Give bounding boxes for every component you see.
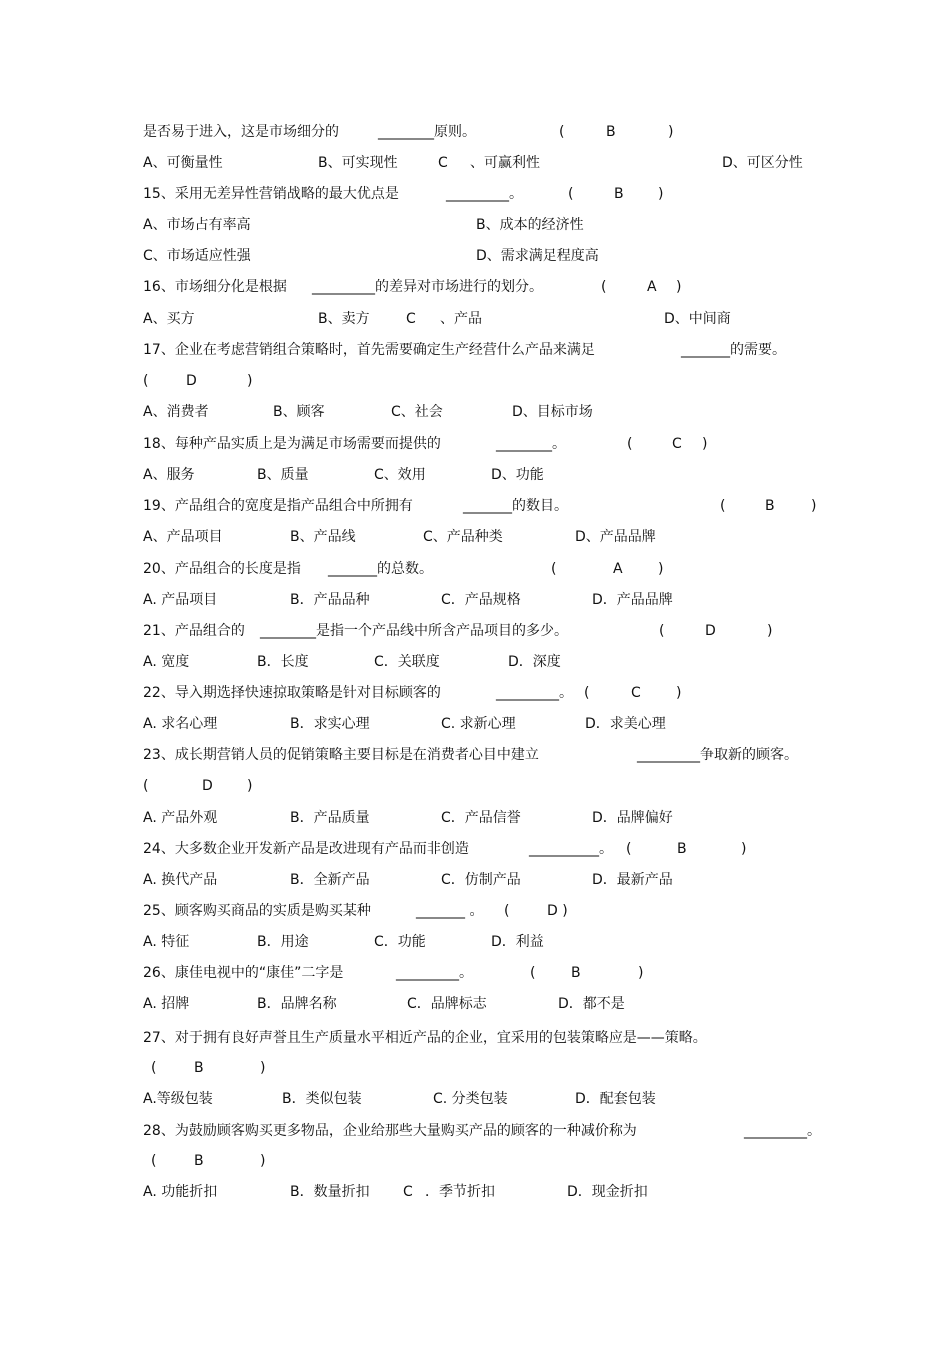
answer-open-paren: ( [559, 124, 565, 140]
question-text: 19、产品组合的宽度是指产品组合中所拥有 [143, 498, 413, 514]
question-27-options [0, 1088, 950, 1110]
question-15-options-row2 [0, 245, 950, 267]
question-26-options [0, 993, 950, 1015]
answer-letter: D [202, 778, 213, 794]
option-a: A、消费者 [143, 404, 209, 420]
answer-open-paren: ( [659, 623, 665, 639]
answer-letter: B [571, 965, 581, 981]
answer-open-paren: ( [151, 1153, 157, 1169]
question-14-stem [0, 121, 950, 143]
answer-close-paren: ) [247, 373, 253, 389]
answer-letter: C [631, 685, 641, 701]
answer-close-paren: ) [767, 623, 773, 639]
option-a: A、可衡量性 [143, 155, 223, 171]
option-b: B．求实心理 [290, 716, 370, 732]
answer-letter: D [186, 373, 197, 389]
answer-open-paren: ( [143, 778, 149, 794]
answer-close-paren: ) [811, 498, 817, 514]
question-blank: _________。 [744, 1123, 821, 1139]
question-17-options [0, 401, 950, 423]
question-20-stem [0, 558, 950, 580]
option-d: D、功能 [491, 467, 544, 483]
question-23-options [0, 807, 950, 829]
option-b: B．产品质量 [290, 810, 370, 826]
option-d: D、可区分性 [722, 155, 803, 171]
answer-letter: A [613, 561, 623, 577]
option-c: C、产品种类 [423, 529, 503, 545]
option-c-letter: C [403, 1184, 413, 1200]
option-b: B、成本的经济性 [476, 217, 584, 233]
option-a: A.等级包装 [143, 1091, 213, 1107]
option-c: C. 分类包装 [433, 1091, 508, 1107]
answer-close-paren: ) [260, 1060, 266, 1076]
question-blank: ________。 [496, 436, 566, 452]
option-c-letter: C [406, 311, 416, 327]
option-a: A、产品项目 [143, 529, 223, 545]
answer-close-paren: ) [658, 186, 664, 202]
question-blank: _________的差异对市场进行的划分。 [312, 279, 543, 295]
question-blank: __________。 [529, 841, 613, 857]
question-text: 22、导入期选择快速掠取策略是针对目标顾客的 [143, 685, 441, 701]
option-d: D．都不是 [558, 996, 625, 1012]
question-15-stem [0, 183, 950, 205]
question-27-answer [0, 1057, 950, 1079]
answer-close-paren: ) [668, 124, 674, 140]
option-c: C．功能 [374, 934, 426, 950]
option-b: B、顾客 [273, 404, 325, 420]
option-a: A、服务 [143, 467, 195, 483]
option-c: 、产品 [440, 311, 482, 327]
question-25-stem [0, 900, 950, 922]
option-a: A. 功能折扣 [143, 1184, 218, 1200]
question-text: 28、为鼓励顾客购买更多物品，企业给那些大量购买产品的顾客的一种减价称为 [143, 1123, 637, 1139]
question-18-stem [0, 433, 950, 455]
question-28-options [0, 1181, 950, 1203]
option-a: A. 特征 [143, 934, 190, 950]
question-text: 16、市场细分化是根据 [143, 279, 287, 295]
question-text: 24、大多数企业开发新产品是改进现有产品而非创造 [143, 841, 469, 857]
option-b: B．类似包装 [282, 1091, 362, 1107]
answer-letter: B [194, 1060, 204, 1076]
option-a: A. 宽度 [143, 654, 190, 670]
question-22-options [0, 713, 950, 735]
answer-open-paren: ( [143, 373, 149, 389]
question-22-stem [0, 682, 950, 704]
option-b: B、可实现性 [318, 155, 398, 171]
question-15-options-row1 [0, 214, 950, 236]
answer-letter: D [705, 623, 716, 639]
option-c: C．仿制产品 [441, 872, 521, 888]
question-20-options [0, 589, 950, 611]
option-d: D．现金折扣 [567, 1184, 648, 1200]
answer-close-paren: ) [260, 1153, 266, 1169]
question-18-options [0, 464, 950, 486]
option-d: D、中间商 [664, 311, 731, 327]
option-d: D．深度 [508, 654, 561, 670]
question-14-options [0, 152, 950, 174]
question-blank: ________是指一个产品线中所含产品项目的多少。 [260, 623, 568, 639]
question-text: 18、每种产品实质上是为满足市场需要而提供的 [143, 436, 441, 452]
option-b: B．用途 [257, 934, 309, 950]
answer-close-paren: ) [702, 436, 708, 452]
option-b: B、卖方 [318, 311, 370, 327]
answer-letter: D ) [547, 903, 568, 919]
answer-letter: C [672, 436, 682, 452]
question-blank: _______的需要。 [681, 342, 786, 358]
answer-close-paren: ) [676, 279, 682, 295]
answer-close-paren: ) [638, 965, 644, 981]
question-blank: _______的总数。 [328, 561, 433, 577]
option-a: A. 换代产品 [143, 872, 218, 888]
option-b: B．全新产品 [290, 872, 370, 888]
answer-close-paren: ) [658, 561, 664, 577]
answer-letter: A [647, 279, 657, 295]
question-blank: _______ 。 [416, 903, 484, 919]
answer-letter: B [765, 498, 775, 514]
option-d: D．产品品牌 [592, 592, 673, 608]
option-c: C、效用 [374, 467, 426, 483]
answer-open-paren: ( [720, 498, 726, 514]
option-a: A. 求名心理 [143, 716, 218, 732]
answer-close-paren: ) [676, 685, 682, 701]
question-19-options [0, 526, 950, 548]
question-28-answer [0, 1150, 950, 1172]
question-text: 17、企业在考虑营销组合策略时，首先需要确定生产经营什么产品来满足 [143, 342, 595, 358]
option-c: C. 求新心理 [441, 716, 516, 732]
answer-letter: B [194, 1153, 204, 1169]
answer-letter: B [614, 186, 624, 202]
option-a: A. 招牌 [143, 996, 190, 1012]
option-b: B、产品线 [290, 529, 356, 545]
question-16-stem [0, 276, 950, 298]
question-text: 23、成长期营销人员的促销策略主要目标是在消费者心目中建立 [143, 747, 539, 763]
option-b: B．产品品种 [290, 592, 370, 608]
option-b: B．长度 [257, 654, 309, 670]
answer-open-paren: ( [504, 903, 510, 919]
option-b: B、质量 [257, 467, 309, 483]
answer-open-paren: ( [626, 841, 632, 857]
option-a: A. 产品外观 [143, 810, 218, 826]
option-c: C．产品规格 [441, 592, 521, 608]
option-c: C、社会 [391, 404, 443, 420]
question-17-answer [0, 370, 950, 392]
question-21-stem [0, 620, 950, 642]
question-21-options [0, 651, 950, 673]
question-text: 是否易于进入，这是市场细分的 [143, 124, 339, 140]
option-c: C．关联度 [374, 654, 440, 670]
question-text: 20、产品组合的长度是指 [143, 561, 301, 577]
answer-letter: B [677, 841, 687, 857]
answer-open-paren: ( [568, 186, 574, 202]
question-text: 15、采用无差异性营销战略的最大优点是 [143, 186, 399, 202]
option-c: C．品牌标志 [407, 996, 487, 1012]
option-d: D．求美心理 [585, 716, 666, 732]
question-blank: _________争取新的顾客。 [637, 747, 798, 763]
option-b: B．品牌名称 [257, 996, 337, 1012]
option-d: D、需求满足程度高 [476, 248, 599, 264]
question-24-stem [0, 838, 950, 860]
option-c: C、市场适应性强 [143, 248, 251, 264]
answer-open-paren: ( [530, 965, 536, 981]
answer-open-paren: ( [627, 436, 633, 452]
option-d: D．品牌偏好 [592, 810, 673, 826]
option-d: D．利益 [491, 934, 544, 950]
question-17-stem [0, 339, 950, 361]
question-25-options [0, 931, 950, 953]
question-text: 25、顾客购买商品的实质是购买某种 [143, 903, 371, 919]
option-d: D．配套包装 [575, 1091, 656, 1107]
option-b: B．数量折扣 [290, 1184, 370, 1200]
question-blank: _________。 [396, 965, 473, 981]
question-text: 27、对于拥有良好声誉且生产质量水平相近产品的企业，宜采用的包装策略应是——策略。 [143, 1030, 707, 1046]
question-text: 26、康佳电视中的“康佳”二字是 [143, 965, 344, 981]
answer-close-paren: ) [741, 841, 747, 857]
answer-letter: B [606, 124, 616, 140]
question-blank: _______的数目。 [463, 498, 568, 514]
option-c: C．产品信誉 [441, 810, 521, 826]
option-d: D、产品品牌 [575, 529, 656, 545]
question-26-stem [0, 962, 950, 984]
answer-open-paren: ( [551, 561, 557, 577]
question-blank: ________原则。 [378, 124, 476, 140]
answer-close-paren: ) [247, 778, 253, 794]
question-16-options [0, 308, 950, 330]
option-d: D．最新产品 [592, 872, 673, 888]
option-a: A、市场占有率高 [143, 217, 251, 233]
answer-open-paren: ( [584, 685, 590, 701]
question-23-stem [0, 744, 950, 766]
question-blank: _________。 [446, 186, 523, 202]
question-23-answer [0, 775, 950, 797]
question-blank: _________。 [496, 685, 573, 701]
answer-open-paren: ( [151, 1060, 157, 1076]
option-c: 、可赢利性 [470, 155, 540, 171]
question-19-stem [0, 495, 950, 517]
answer-open-paren: ( [601, 279, 607, 295]
option-c: ．季节折扣 [425, 1184, 495, 1200]
option-c-letter: C [438, 155, 448, 171]
option-d: D、目标市场 [512, 404, 593, 420]
question-27-stem [0, 1027, 950, 1049]
question-text: 21、产品组合的 [143, 623, 245, 639]
option-a: A. 产品项目 [143, 592, 218, 608]
question-28-stem [0, 1120, 950, 1142]
question-24-options [0, 869, 950, 891]
option-a: A、买方 [143, 311, 195, 327]
